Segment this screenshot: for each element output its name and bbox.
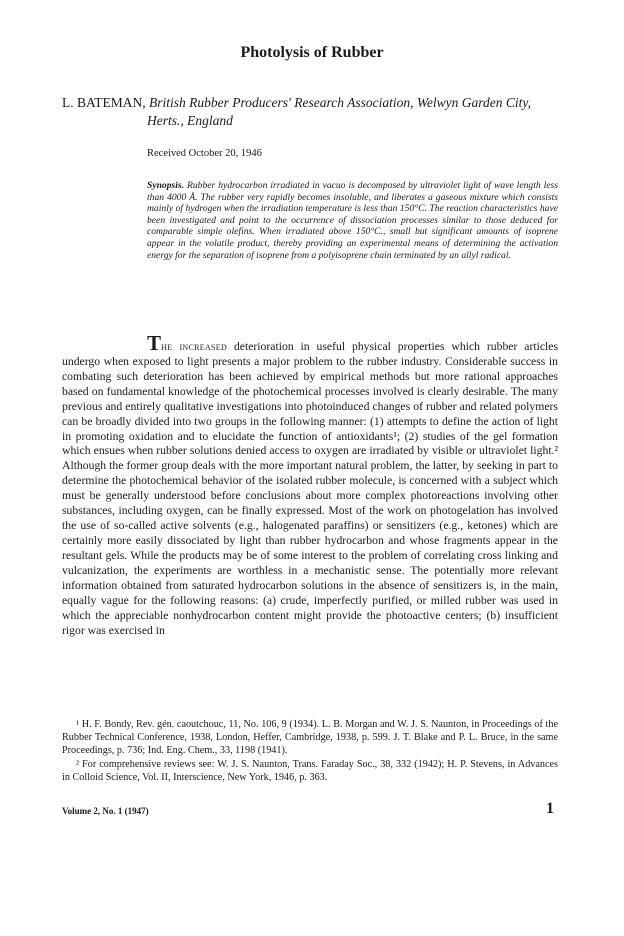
synopsis-label: Synopsis. [147,180,185,191]
body-text [62,331,559,638]
footnote-2: ² For comprehensive reviews see: W. J. S. Naunton, Trans. Faraday Soc., 38, 332 (1942); H. P. Stevens, in Advances in Colloid Science, Vol. II, Interscience, New York, 1946, p. 363. [62,758,558,783]
author-affiliation-line2: Herts., England [147,113,233,128]
synopsis [147,180,558,261]
author-block [62,94,562,128]
drop-cap: T [147,331,162,355]
paragraph-text: deterioration in useful physical properties which rubber articles undergo when exposed to light presents a major problem to the rubber industry. Considerable success in combating such deterioration has been achieved by empirical methods but more rational approaches based on fundamental knowledge of the photochemical processes involved is clearly desirable. The many previous and entirely qualitative investigations into photoinduced changes of rubber and related polymers can be broadly divided into two groups in the following manner: (1) attempts to define the action of light in promoting oxidation and to elucidate the function of antioxidants¹; (2) studies of the gel formation which ensues when rubber solutions denied access to oxygen are irradiated by visible or ultraviolet light.² Although the former group deals with the more important natural problem, the latter, by seeking in part to determine the photochemical behavior of the isolated rubber molecule, is concerned with a subject which must be generally understood before conclusions about more complex photoreactions involving other substances, including oxygen, can be finally expressed. Most of the work on photogelation has involved the use of so-called active solvents (e.g., halogenated paraffins) or sensitizers (e.g., ketones) which are certainly more easily dissociated by light than rubber hydrocarbon and whose fragments appear in the resultant gels. While the products may be of some interest to the problem of correlating cross linking and vulcanization, the experiments are worthless in a mechanistic sense. The potentially more relevant information obtained from saturated hydrocarbon solutions in the absence of sensitizers is, in the main, equally vague for the following reasons: (a) crude, imperfectly purified, or milled rubber was used in which the appreciable nonhydrocarbon content might provide the photoactive centers; (b) insufficient rigor was exercised in [62,340,559,637]
synopsis-text: Rubber hydrocarbon irradiated in vacuo is decomposed by ultraviolet light of wave length less than 4000 Å. The rubber very rapidly becomes insoluble, and liberates a gaseous mixture which consists mainly of hydrogen when the irradiation temperature is less than 150°C. The reaction characteristics have been investigated and point to the occurrence of dissociation processes similar to those deduced for comparable simple olefins. When irradiated above 150°C., small but significant amounts of isoprene appear in the volatile product, thereby providing an experimental means of determining the activation energy for the separation of isoprene from a polyisoprene chain terminated by an allyl radical. [147,180,558,261]
page-number: 1 [546,800,554,817]
volume-issue: Volume 2, No. 1 (1947) [62,806,149,816]
footnotes [62,718,558,784]
author-name: L. BATEMAN, [62,95,146,110]
paper-title: Photolysis of Rubber [240,44,384,61]
footnote-1: ¹ H. F. Bondy, Rev. gén. caoutchouc, 11, No. 106, 9 (1934). L. B. Morgan and W. J. S. Naunton, in Proceedings of the Rubber Technical Conference, 1938, London, Heffer, Cambridge, 1938, p. 599. J. T. Blake and P. L. Bruce, in the same Proceedings, p. 736; Ind. Eng. Chem., 33, 1198 (1941). [62,719,558,757]
body-paragraph [62,331,559,638]
author-affiliation-line1: British Rubber Producers' Research Association, Welwyn Garden City, [149,95,531,110]
opening-small-caps: he increased [161,340,228,353]
received-date: Received October 20, 1946 [147,148,262,159]
